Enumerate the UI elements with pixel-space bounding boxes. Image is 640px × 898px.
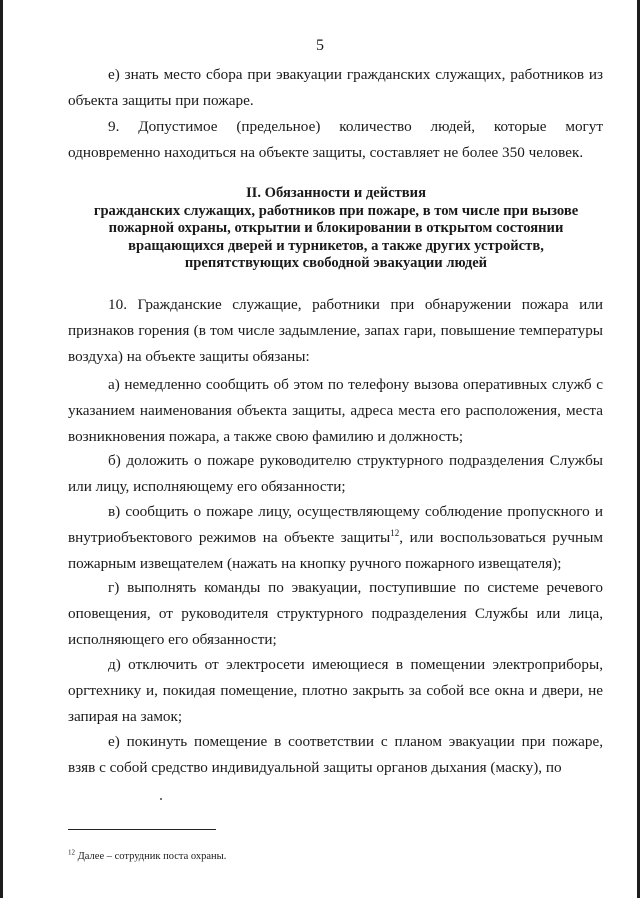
section-heading-line: препятствующих свободной эвакуации людей xyxy=(184,255,488,271)
section-heading-line: гражданских служащих, работников при пожаре, в том числе при вызове xyxy=(93,202,579,219)
footnote-text: Далее – сотрудник поста охраны. xyxy=(75,851,227,862)
paragraph-sub-a: а) немедленно сообщить об этом по телефону вызова оперативных служб с указанием наименования объекта защиты, адреса места его расположения, места возникновения пожара, а также свою фамилию и должность; xyxy=(68,376,603,445)
footnote-marker: 12 xyxy=(68,848,75,857)
footnote-separator xyxy=(68,829,216,830)
paragraph-sub-e: е) покинуть помещение в соответствии с планом эвакуации при пожаре, взяв с собой средство индивидуальной защиты органов дыхания (маску), по xyxy=(68,733,603,776)
sub-v-text-start: в) сообщить о пожаре лицу, осуществляющему соблюдение пропускного и внутриобъектового режимов на объекте защиты xyxy=(68,503,603,546)
section-heading-line: вращающихся дверей и турникетов, а также других устройств, xyxy=(128,237,544,254)
sub-v-text-end: , или воспользоваться ручным пожарным извещателем (нажать на кнопку ручного пожарного извещателя); xyxy=(68,529,604,572)
scan-speck xyxy=(160,798,162,800)
paragraph-item-9: 9. Допустимое (предельное) количество людей, которые могут одновременно находиться на объекте защиты, составляет не более 350 человек. xyxy=(68,118,603,161)
paragraph-sub-g: г) выполнять команды по эвакуации, поступившие по системе речевого оповещения, от руководителя структурного подразделения Службы или лица, исполняющего его обязанности; xyxy=(68,579,603,648)
footnote xyxy=(68,848,227,862)
paragraph-sub-v xyxy=(68,499,603,577)
paragraph-item-10: 10. Гражданские служащие, работники при обнаружении пожара или признаков горения (в том числе задымление, запах гари, повышение температуры воздуха) на объекте защиты обязаны: xyxy=(68,296,603,365)
paragraph-sub-b: б) доложить о пожаре руководителю структурного подразделения Службы или лицу, исполняющему его обязанности; xyxy=(68,452,603,495)
section-heading xyxy=(60,185,612,273)
footnote-reference: 12 xyxy=(390,527,400,538)
page-edge-left xyxy=(0,0,3,898)
section-heading-line: II. Обязанности и действия xyxy=(246,185,426,201)
paragraph-item-e: е) знать место сбора при эвакуации гражданских служащих, работников из объекта защиты при пожаре. xyxy=(68,66,603,109)
page-number: 5 xyxy=(316,37,324,54)
section-heading-line: пожарной охраны, открытии и блокировании в открытом состоянии xyxy=(108,220,564,236)
paragraph-sub-d: д) отключить от электросети имеющиеся в помещении электроприборы, оргтехнику и, покидая помещение, плотно закрыть за собой все окна и двери, не запирая на замок; xyxy=(68,656,603,725)
